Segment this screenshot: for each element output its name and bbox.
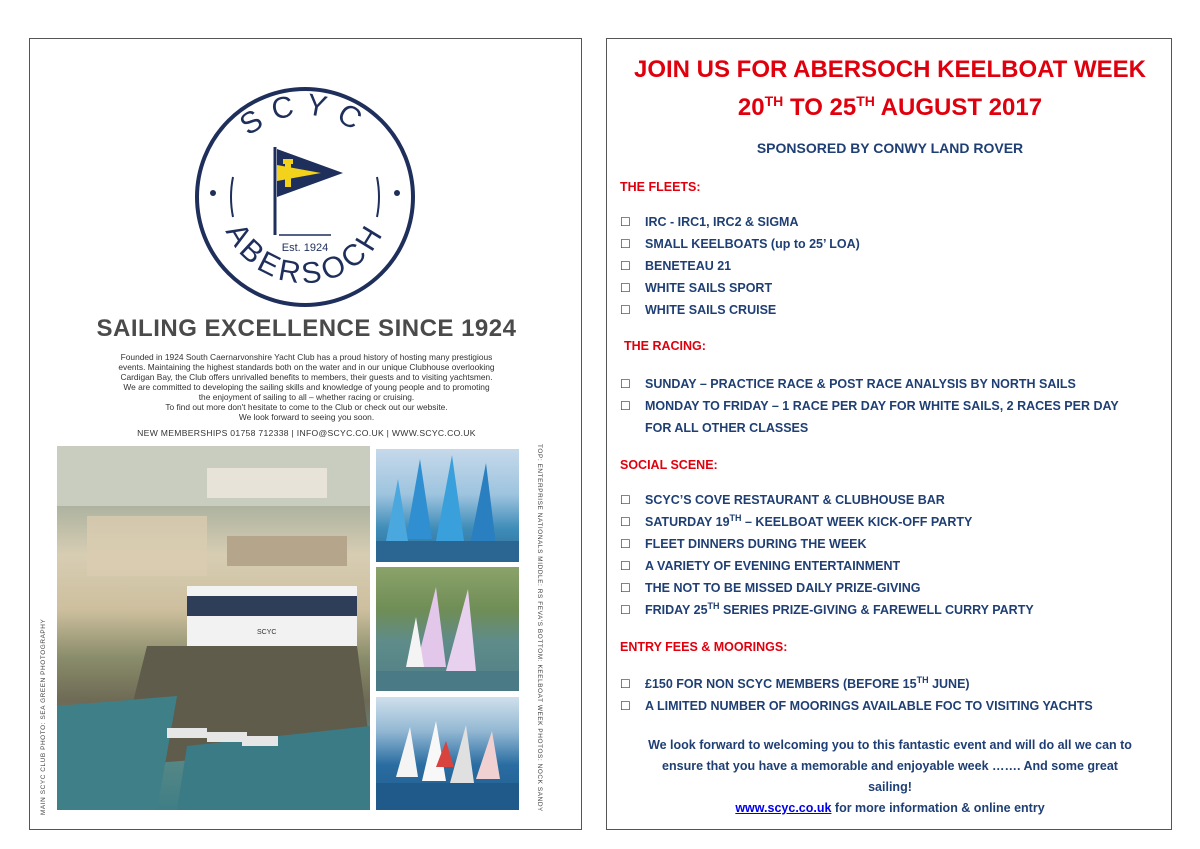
list-item [620,255,860,277]
list-item [620,695,1093,717]
list-item-text: WHITE SAILS SPORT [645,281,773,295]
list-item-text: THE NOT TO BE MISSED DAILY PRIZE-GIVING [645,581,921,595]
list-item [620,489,1034,511]
website-link[interactable]: www.scyc.co.uk [735,801,832,815]
checkbox-bullet-icon: ☐ [620,559,631,573]
social-list [620,489,1034,621]
list-item [620,233,860,255]
closing-line: We look forward to welcoming you to this fantastic event and will do all we can to [648,738,1132,752]
checkbox-bullet-icon: ☐ [620,377,631,391]
keelboat-week-photo [376,697,519,810]
list-item-text: FRIDAY 25 [645,603,708,617]
list-item-text: SATURDAY 19 [645,515,730,529]
list-item-text: FOR ALL OTHER CLASSES [645,421,809,435]
logo-top-text: SCYC [234,87,376,142]
closing-line: sailing! [868,780,912,794]
checkbox-bullet-icon: ☐ [620,215,631,229]
checkbox-bullet-icon: ☐ [620,303,631,317]
list-item-text: SMALL KEELBOATS (up to 25’ LOA) [645,237,860,251]
list-item [620,395,1119,417]
list-item [620,673,1093,695]
sponsor-line: SPONSORED BY CONWY LAND ROVER [756,140,1024,156]
list-item [620,533,1034,555]
list-item [620,555,1034,577]
website-line [617,798,1163,819]
findout-line: To find out more don't hesitate to come to the Club or check out our website. [165,402,448,412]
photo-credit-right: TOP: ENTERPRISE NATIONALS MIDDLE: RS FEVA'S BOTTOM: KEELBOAT WEEK PHOTOS: NOCK SANDY [536,444,543,812]
closing-line: ensure that you have a memorable and enjoyable week ……. And some great [662,759,1118,773]
rs-feva-photo [376,567,519,691]
founded-paragraph [70,352,543,402]
list-item [620,373,1119,395]
date-suffix: TH [764,93,784,109]
list-item-text: A VARIETY OF EVENING ENTERTAINMENT [645,559,901,573]
founded-line: events. Maintaining the highest standards both on the water and in our unique Clubhouse overlooking [118,362,495,372]
list-item-text: SUNDAY – PRACTICE RACE & POST RACE ANALYSIS BY NORTH SAILS [645,377,1076,391]
checkbox-bullet-icon: ☐ [620,699,631,713]
checkbox-bullet-icon: ☐ [620,677,631,691]
fees-heading: ENTRY FEES & MOORINGS: [620,640,788,654]
findout-line: We look forward to seeing you soon. [238,412,375,422]
date-suffix: TH [916,674,929,685]
date-suffix: TH [729,512,742,523]
fees-list [620,673,1093,717]
date-suffix: TH [707,600,720,611]
founded-line: Founded in 1924 South Caernarvonshire Yacht Club has a proud history of hosting many prestigious [120,352,493,362]
list-item-text: £150 FOR NON SCYC MEMBERS (BEFORE 15 [645,677,917,691]
list-item [620,211,860,233]
racing-heading: THE RACING: [624,339,706,353]
list-item-text: A LIMITED NUMBER OF MOORINGS AVAILABLE FOC TO VISITING YACHTS [645,699,1093,713]
list-item-text: – KEELBOAT WEEK KICK-OFF PARTY [741,515,973,529]
checkbox-bullet-icon: ☐ [620,237,631,251]
founded-line: the enjoyment of sailing to all – whether racing or cruising. [198,392,415,402]
checkbox-bullet-icon: ☐ [620,537,631,551]
enterprise-nationals-photo [376,449,519,562]
closing-paragraph [617,735,1163,819]
list-item-text: FLEET DINNERS DURING THE WEEK [645,537,867,551]
event-info-panel [606,38,1172,830]
list-item [620,277,860,299]
date-end: TO 25 [783,94,857,121]
tagline: SAILING EXCELLENCE SINCE 1924 [96,315,517,342]
date-month-year: AUGUST 2017 [874,94,1043,121]
list-item-text: WHITE SAILS CRUISE [645,303,777,317]
membership-contact: NEW MEMBERSHIPS 01758 712338 | INFO@SCYC.CO.UK | WWW.SCYC.CO.UK [137,428,476,438]
club-advert-panel [29,38,582,830]
list-item [620,299,860,321]
website-line-text: for more information & online entry [831,801,1045,815]
list-item-text: JUNE) [928,677,970,691]
list-item [620,577,1034,599]
list-item [620,511,1034,533]
list-item-text: MONDAY TO FRIDAY – 1 RACE PER DAY FOR WHITE SAILS, 2 RACES PER DAY [645,399,1119,413]
list-item-continuation [620,417,1119,439]
fleets-heading: THE FLEETS: [620,180,701,194]
checkbox-bullet-icon: ☐ [620,399,631,413]
clubhouse-sign: SCYC [257,629,277,636]
date-suffix: TH [856,93,875,109]
findout-paragraph [70,402,543,422]
checkbox-bullet-icon: ☐ [620,259,631,273]
founded-line: We are committed to developing the sailing skills and knowledge of young people and to promoting [123,382,490,392]
checkbox-bullet-icon: ☐ [620,281,631,295]
scyc-logo [193,85,417,309]
checkbox-bullet-icon: ☐ [620,581,631,595]
list-item-text: BENETEAU 21 [645,259,732,273]
logo-bottom-text: ABERSOCH [219,217,391,291]
checkbox-bullet-icon: ☐ [620,493,631,507]
racing-list [620,373,1119,439]
founded-line: Cardigan Bay, the Club offers unrivalled benefits to members, their guests and to visiting yachtsmen. [120,372,493,382]
date-start: 20 [737,94,765,121]
social-heading: SOCIAL SCENE: [620,458,718,472]
clubhouse-photo [57,446,370,810]
list-item-text: IRC - IRC1, IRC2 & SIGMA [645,215,799,229]
list-item-text: SCYC’S COVE RESTAURANT & CLUBHOUSE BAR [645,493,945,507]
fleets-list [620,211,860,321]
list-item [620,599,1034,621]
event-dates [607,93,1173,123]
checkbox-bullet-icon: ☐ [620,515,631,529]
photo-credit-left: MAIN SCYC CLUB PHOTO: SEA GREEN PHOTOGRAPHY [40,618,47,815]
logo-est-text: Est. 1924 [281,242,329,254]
event-headline: JOIN US FOR ABERSOCH KEELBOAT WEEK [633,56,1147,83]
list-item-text: SERIES PRIZE-GIVING & FAREWELL CURRY PARTY [719,603,1034,617]
checkbox-bullet-icon: ☐ [620,603,631,617]
